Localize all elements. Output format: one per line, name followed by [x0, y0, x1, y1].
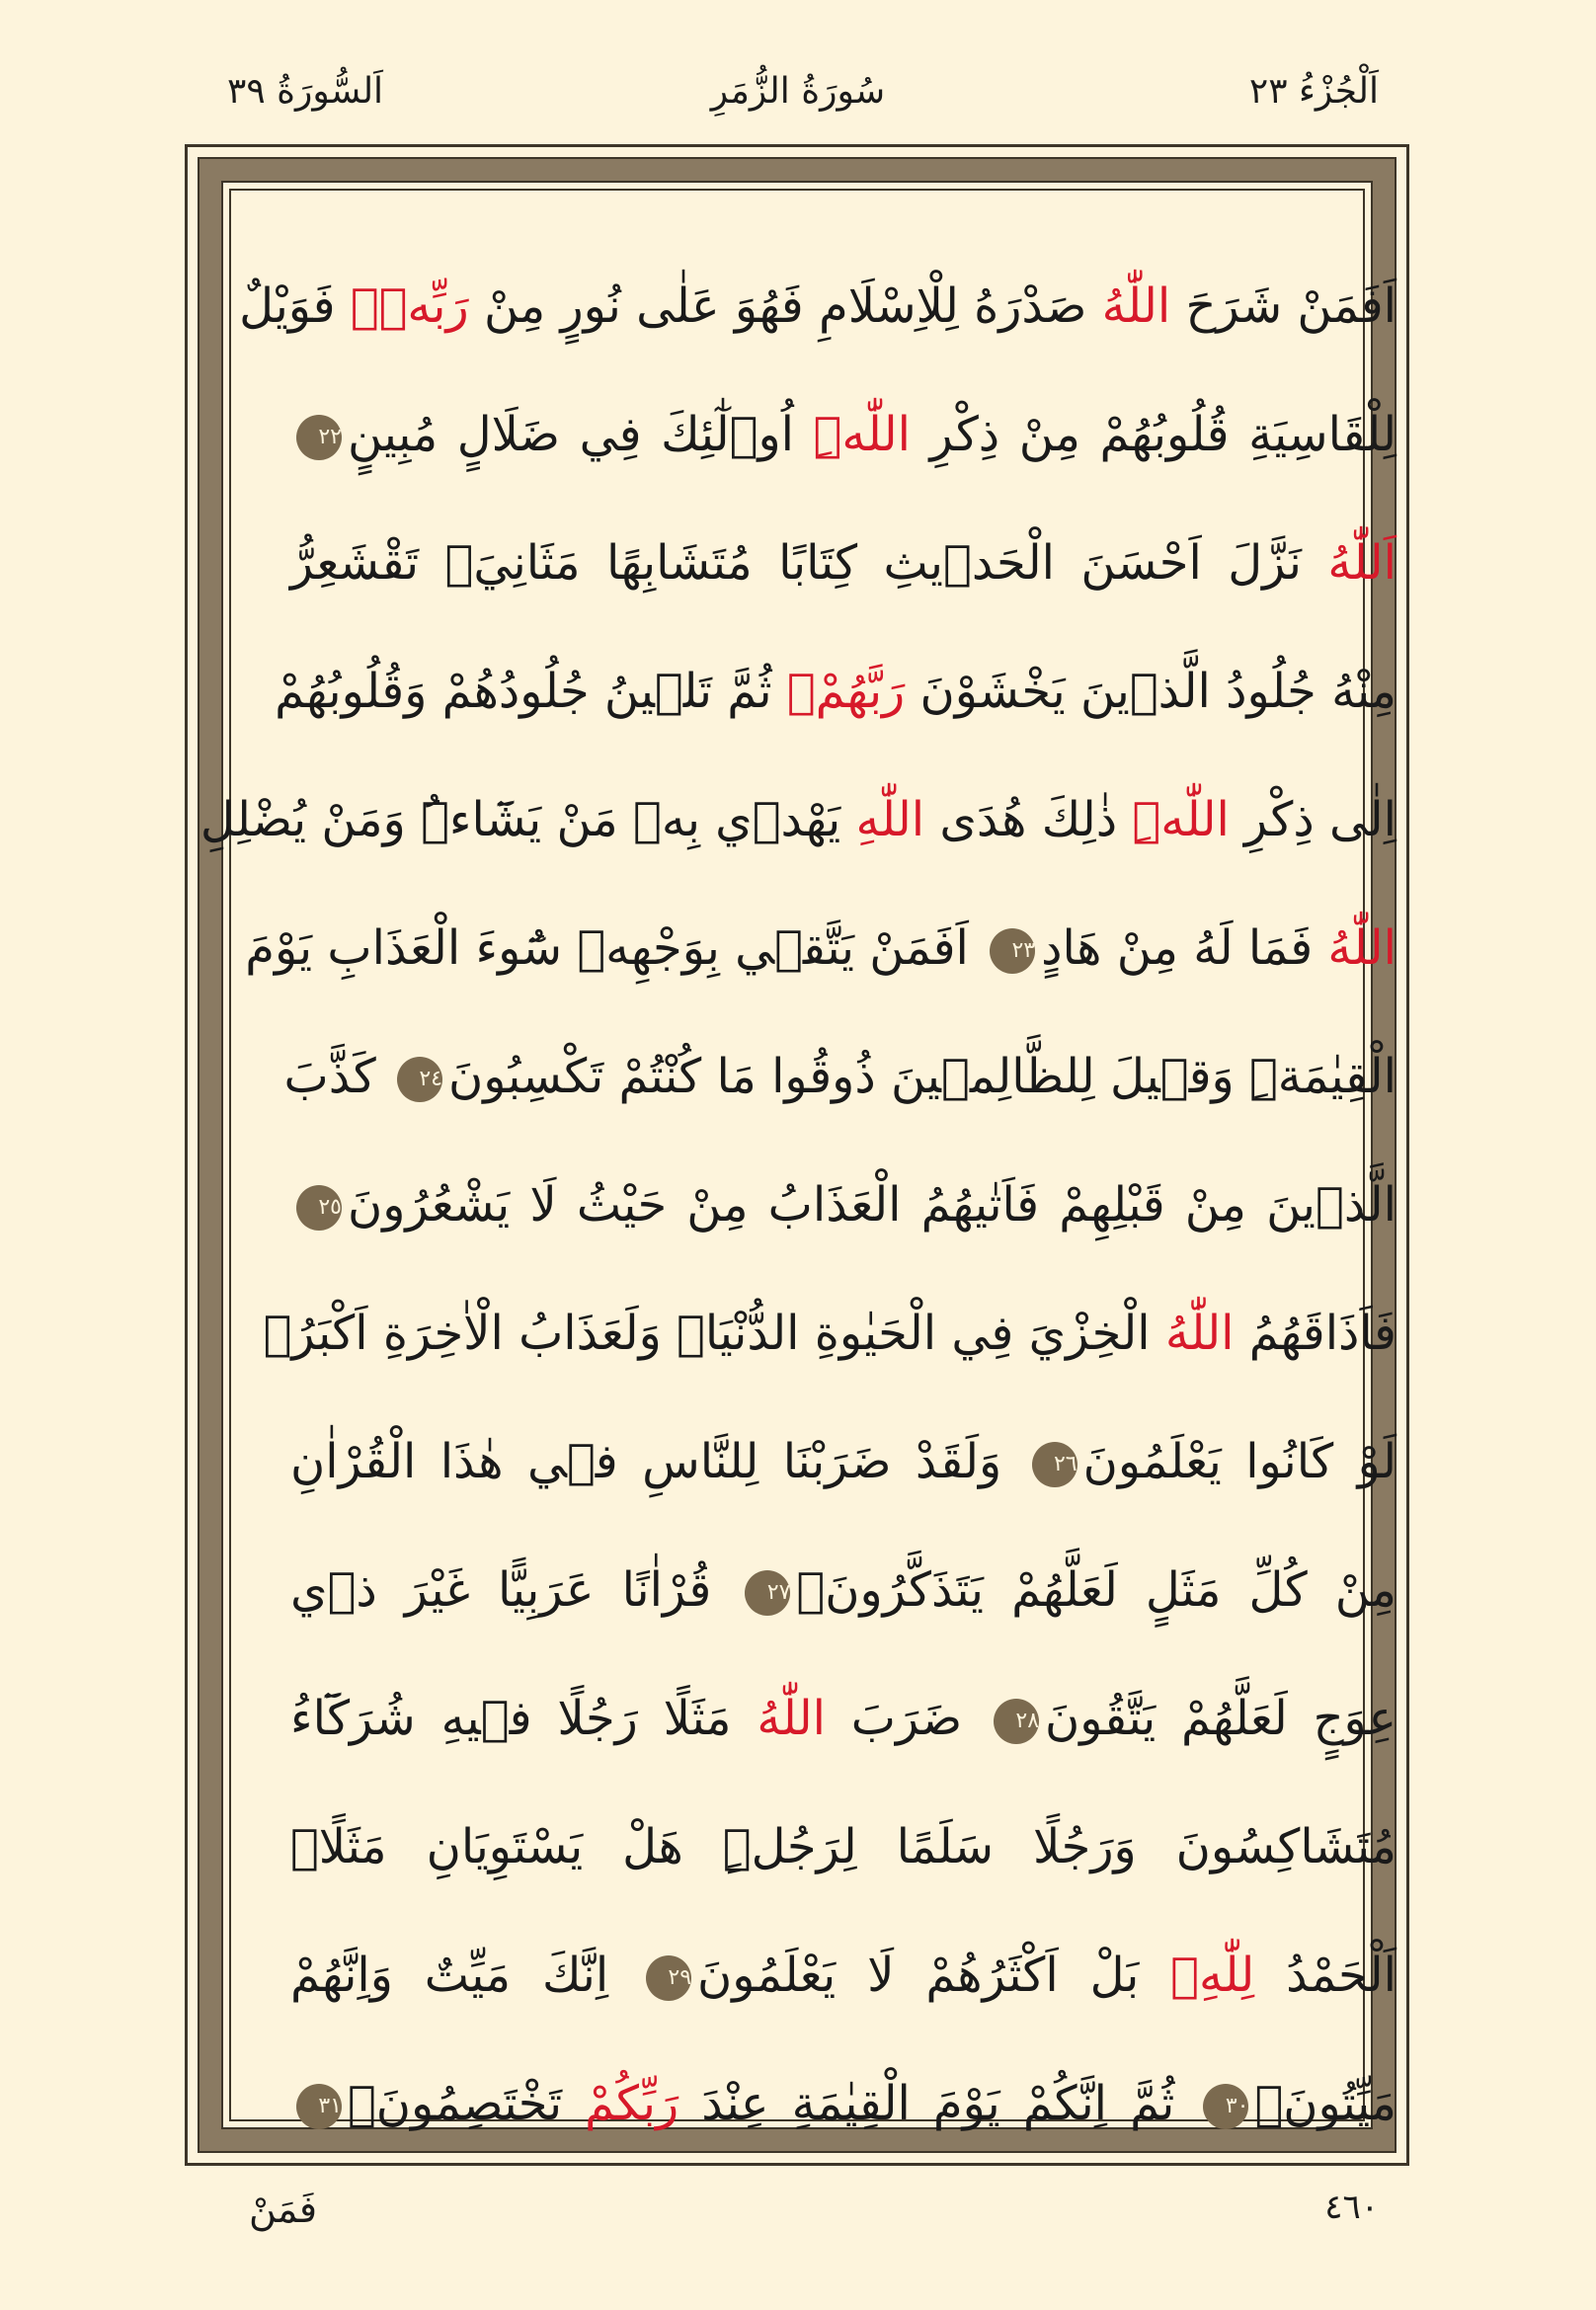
verse-text: مِنْهُ جُلُودُ الَّذٖينَ يَخْشَوْنَ	[905, 664, 1396, 719]
verse-text: قُرْاٰنًا عَرَبِيًّا غَيْرَ ذٖي	[290, 1562, 740, 1618]
divine-name: اللّٰهُ	[1164, 1306, 1235, 1361]
verse-text: صَدْرَهُ لِلْاِسْلَامِ فَهُوَ عَلٰى نُورٍ مِنْ	[468, 279, 1102, 334]
verse-text: الْخِزْيَ فِي الْحَيٰوةِ الدُّنْيَاۚ وَلَعَذَابُ الْاٰخِرَةِ اَكْبَرُۢ	[263, 1306, 1165, 1361]
catchword: فَمَنْ	[249, 2188, 318, 2231]
verse-text: وَلَقَدْ ضَرَبْنَا لِلنَّاسِ فٖي هٰذَا الْقُرْاٰنِ	[290, 1434, 1026, 1489]
verse-text: مَثَلًا رَجُلًا فٖيهِ شُرَكَٓاءُ	[290, 1691, 758, 1746]
ayah-number-marker: ٢٣	[990, 928, 1035, 974]
verse-line	[290, 1397, 1396, 1526]
verse-text-area	[200, 242, 1397, 2168]
verse-text: فَوَيْلٌ	[239, 279, 351, 334]
frame-inner-border-2	[200, 189, 1397, 2131]
verse-text: اَلْحَمْدُ	[1254, 1948, 1396, 2003]
verse-text: مَيِّتُونَۘ	[1254, 2076, 1397, 2131]
divine-name: لِلّٰهِۚ	[1170, 1948, 1255, 2003]
juz-label: اَلْجُزْءُ ٢٣	[1248, 71, 1379, 112]
verse-text: لِلْقَاسِيَةِ قُلُوبُهُمْ مِنْ ذِكْرِ	[910, 407, 1396, 462]
ayah-number-marker: ٢٩	[646, 1955, 691, 2001]
verse-text: مِنْ كُلِّ مَثَلٍ لَعَلَّهُمْ يَتَذَكَّرُونَۚ	[796, 1562, 1396, 1618]
divine-name: اللّٰهُ	[1101, 279, 1171, 334]
page-number: ٤٦٠	[1324, 2188, 1379, 2227]
divine-name: اللّٰهِۜ	[813, 407, 911, 462]
verse-text: ضَرَبَ	[825, 1691, 989, 1746]
verse-text: فَاَذَاقَهُمُ	[1234, 1306, 1396, 1361]
verse-text: اِلٰى ذِكْرِ	[1229, 792, 1396, 847]
verse-line	[200, 756, 1396, 884]
verse-line	[290, 1526, 1396, 1654]
verse-line	[283, 1012, 1396, 1141]
verse-text: لَوْ كَانُوا يَعْلَمُونَ	[1082, 1434, 1397, 1489]
verse-text: ثُمَّ تَلٖينُ جُلُودُهُمْ وَقُلُوبُهُمْ	[275, 664, 787, 719]
divine-name: اللّٰهِ	[855, 792, 925, 847]
verse-line	[290, 1783, 1396, 1911]
ayah-number-marker: ٢٢	[296, 415, 342, 460]
verse-text: كَذَّبَ	[283, 1049, 391, 1104]
verse-line	[290, 2039, 1396, 2168]
divine-name: رَبَّهُمْۚ	[786, 664, 906, 719]
ayah-number-marker: ٢٦	[1032, 1442, 1077, 1487]
divine-name: اللّٰهُ	[1327, 920, 1396, 976]
page-frame	[185, 144, 1409, 2166]
verse-text: اِنَّكَ مَيِّتٌ وَاِنَّهُمْ	[290, 1948, 641, 2003]
verse-text: مُتَشَاكِسُونَ وَرَجُلًا سَلَمًا لِرَجُلٍۜ هَلْ يَسْتَوِيَانِ مَثَلًاۜ	[290, 1819, 1396, 1874]
verse-line	[290, 1141, 1396, 1269]
verse-text: ذٰلِكَ هُدَى	[924, 792, 1133, 847]
page-header	[0, 0, 1596, 128]
divine-name: اللّٰهُ	[757, 1691, 826, 1746]
verse-text: عِوَجٍ لَعَلَّهُمْ يَتَّقُونَ	[1045, 1691, 1396, 1746]
verse-text: نَزَّلَ اَحْسَنَ الْحَدٖيثِ كِتَابًا مُتَشَابِهًا مَثَانِيَۗ تَقْشَعِرُّ	[290, 535, 1328, 591]
verse-line	[239, 242, 1396, 370]
verse-line	[290, 1654, 1396, 1783]
verse-text: ثُمَّ اِنَّكُمْ يَوْمَ الْقِيٰمَةِ عِنْدَ	[678, 2076, 1198, 2131]
divine-name: رَبِّهٖۜ	[350, 279, 469, 334]
surah-number-label: اَلسُّورَةُ ٣٩	[227, 71, 384, 112]
frame-inner-border	[200, 181, 1397, 2131]
verse-line	[263, 1269, 1396, 1397]
verse-line	[290, 499, 1396, 627]
divine-name: رَبِّكُمْ	[585, 2076, 679, 2131]
verse-text: فَمَا لَهُ مِنْ هَادٍ	[1041, 920, 1328, 976]
ayah-number-marker: ٢٨	[994, 1699, 1039, 1744]
verse-text: بَلْ اَكْثَرُهُمْ لَا يَعْلَمُونَ	[697, 1948, 1171, 2003]
ayah-number-marker: ٢٧	[745, 1570, 790, 1616]
verse-text: الْقِيٰمَةِۜ وَقٖيلَ لِلظَّالِمٖينَ ذُوقُوا مَا كُنْتُمْ تَكْسِبُونَ	[448, 1049, 1396, 1104]
verse-text: تَخْتَصِمُونَۙ	[348, 2076, 586, 2131]
verse-line	[275, 627, 1396, 756]
verse-text: اَفَمَنْ شَرَحَ	[1170, 279, 1396, 334]
ayah-number-marker: ٣٠	[1203, 2084, 1248, 2129]
verse-line	[245, 884, 1396, 1012]
verse-line	[290, 1911, 1396, 2039]
frame-border-band	[198, 157, 1396, 2153]
verse-text: اُو۬لٰٓئِكَ فِي ضَلَالٍ مُبِينٍ	[348, 407, 814, 462]
verse-line	[290, 370, 1396, 499]
ayah-number-marker: ٢٥	[296, 1185, 342, 1231]
ayah-number-marker: ٣١	[296, 2084, 342, 2129]
verse-text: اَفَمَنْ يَتَّقٖي بِوَجْهِهٖ سُٓوءَ الْعَذَابِ يَوْمَ	[245, 920, 985, 976]
ayah-number-marker: ٢٤	[397, 1057, 442, 1102]
verse-text: يَهْدٖي بِهٖ مَنْ يَشَٓاءُۜ وَمَنْ يُضْلِلِ	[200, 792, 856, 847]
divine-name: اَللّٰهُ	[1327, 535, 1396, 591]
verse-text: الَّذٖينَ مِنْ قَبْلِهِمْ فَاَتٰيهُمُ الْعَذَابُ مِنْ حَيْثُ لَا يَشْعُرُونَ	[348, 1177, 1396, 1233]
surah-title: سُورَةُ الزُّمَرِ	[710, 71, 886, 112]
divine-name: اللّٰهِۜ	[1132, 792, 1230, 847]
